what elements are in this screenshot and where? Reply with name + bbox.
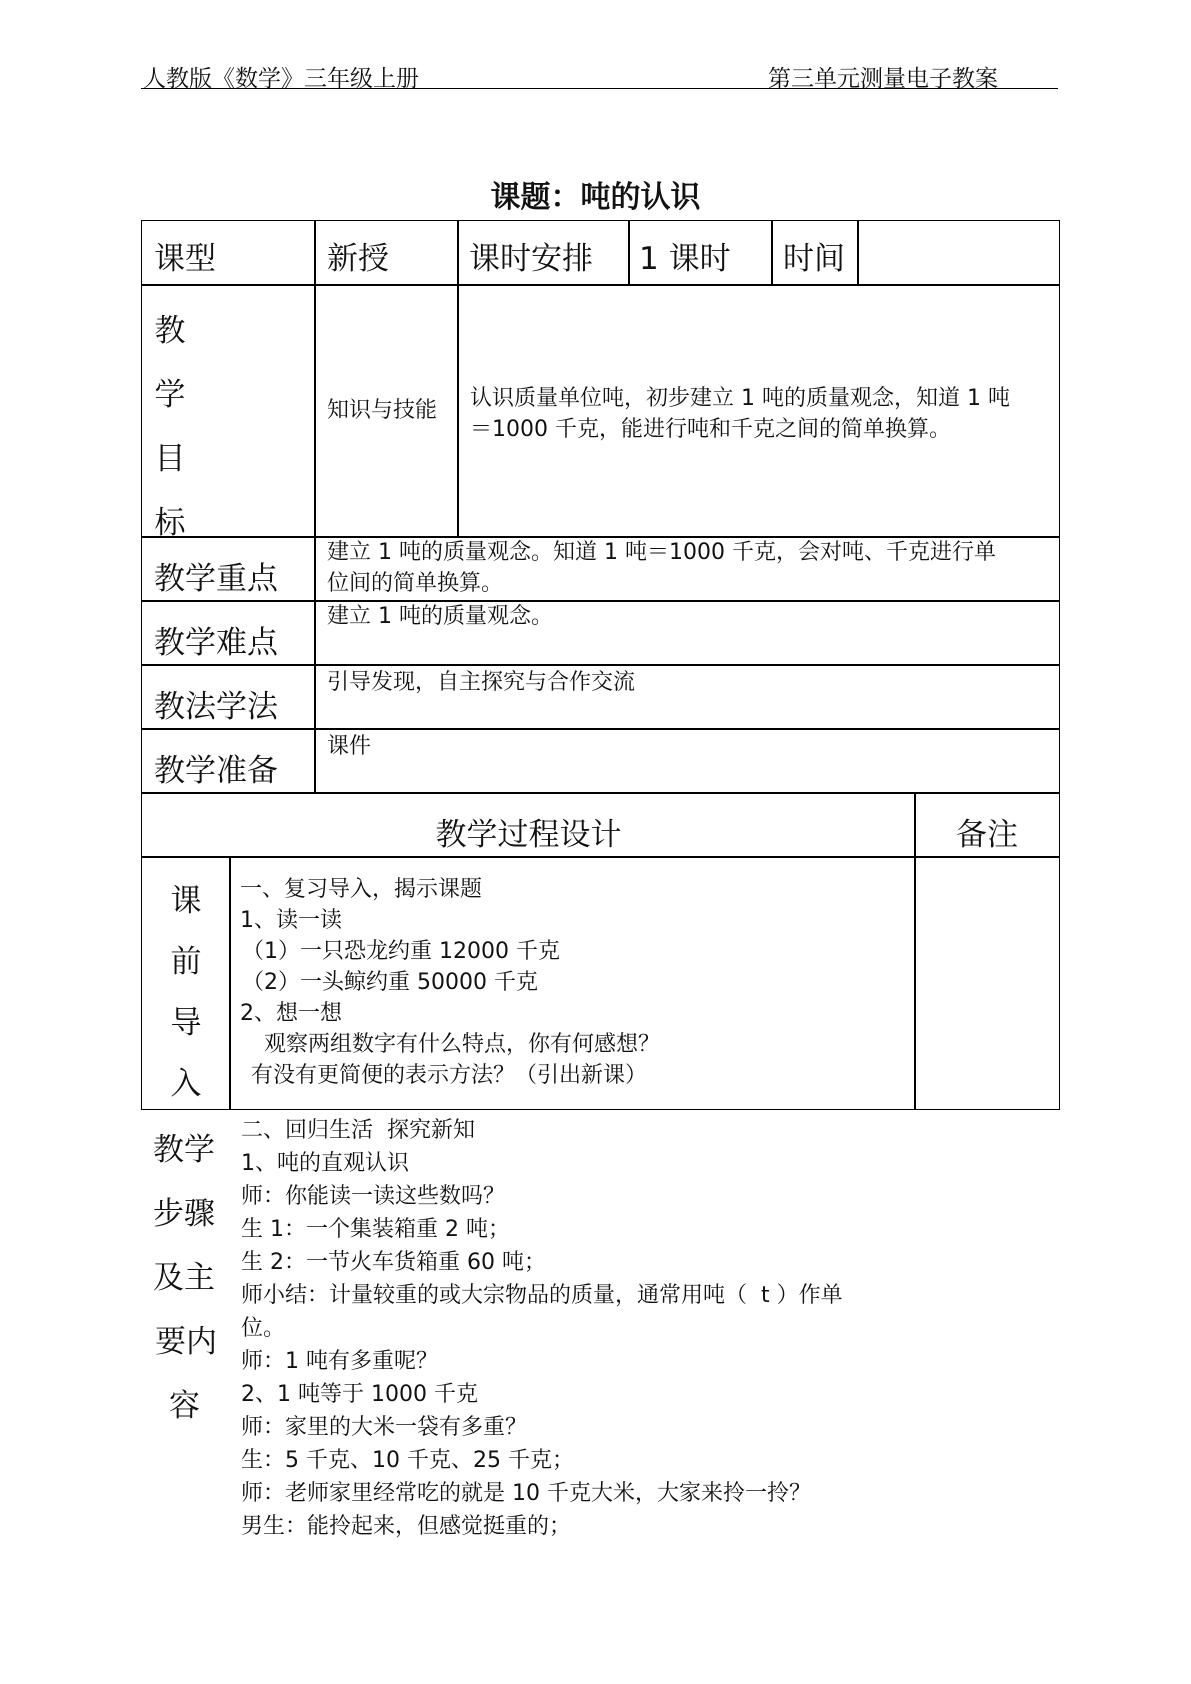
intro-label-char: 前 [170, 944, 202, 980]
cell-goals-label [141, 284, 316, 541]
method-label: 教法学法 [154, 689, 278, 725]
intro-label [166, 871, 206, 1115]
cell-intro-content [229, 856, 916, 1110]
goals-line: ＝1000 千克，能进行吨和千克之间的简单换算。 [470, 417, 951, 442]
cell-goals-content [457, 284, 1060, 538]
difficulty-text: 建立 1 吨的质量观念。 [327, 604, 553, 629]
cell-intro-label [141, 856, 231, 1110]
intro-line: 一、复习导入，揭示课题 [240, 877, 483, 902]
cell-notes-heading [914, 792, 1060, 858]
method-text: 引导发现，自主探究与合作交流 [327, 670, 636, 695]
type-value: 新授 [327, 241, 389, 277]
difficulty-label: 教学难点 [154, 625, 278, 661]
prep-text: 课件 [327, 734, 372, 759]
steps-label-line: 要内 [155, 1324, 217, 1360]
steps-line: 2、1 吨等于 1000 千克 [241, 1382, 478, 1407]
goals-label-char: 目 [154, 441, 186, 477]
intro-line: （2）一头鲸约重 50000 千克 [242, 970, 538, 995]
cell-type-value [314, 220, 459, 286]
intro-line: 观察两组数字有什么特点，你有何感想？ [250, 1032, 660, 1057]
cell-schedule-value [628, 220, 773, 286]
steps-line: 师：1 吨有多重呢？ [241, 1349, 438, 1374]
steps-line: 师：老师家里经常吃的就是 10 千克大米，大家来拎一拎？ [241, 1481, 811, 1506]
cell-method-content [314, 664, 1060, 730]
cell-time-value [857, 220, 1060, 286]
header-rule [141, 88, 1058, 89]
steps-label-line: 教学 [153, 1132, 215, 1168]
schedule-value: 1 课时 [639, 241, 731, 277]
steps-line: 生：5 千克、10 千克、25 千克； [241, 1448, 574, 1473]
prep-label: 教学准备 [154, 753, 278, 789]
cell-goals-sublabel [314, 284, 459, 538]
type-label: 课型 [154, 241, 216, 277]
steps-label-line: 步骤 [153, 1196, 215, 1232]
keypoints-label: 教学重点 [154, 561, 278, 597]
intro-label-char: 导 [170, 1005, 202, 1041]
steps-label-line: 容 [169, 1388, 200, 1424]
process-heading: 教学过程设计 [435, 817, 622, 853]
keypoints-line: 建立 1 吨的质量观念。知道 1 吨＝1000 千克，会对吨、千克进行单 [327, 540, 996, 565]
cell-schedule-label [457, 220, 630, 286]
cell-keypoints-label [141, 536, 316, 602]
steps-line: 师小结：计量较重的或大宗物品的质量，通常用吨（ t ）作单 [241, 1283, 843, 1308]
header-right: 第三单元测量电子教案 [768, 66, 998, 92]
goals-label-char: 标 [154, 505, 186, 541]
steps-line: 生 2：一节火车货箱重 60 吨； [241, 1250, 546, 1275]
intro-line: 1、读一读 [240, 908, 342, 933]
cell-keypoints-content [314, 536, 1060, 602]
steps-line: 师：你能读一读这些数吗？ [241, 1184, 506, 1209]
cell-time-label [771, 220, 859, 286]
time-label: 时间 [783, 241, 845, 277]
cell-process-heading [141, 792, 916, 858]
intro-line: 2、想一想 [240, 1001, 342, 1026]
cell-prep-label [141, 728, 316, 794]
goals-label [150, 299, 190, 555]
header-left: 人教版《数学》三年级上册 [143, 66, 419, 92]
cell-intro-notes [914, 856, 1060, 1110]
steps-line: 位。 [241, 1316, 286, 1341]
steps-line: 男生：能拎起来，但感觉挺重的； [241, 1514, 572, 1539]
cell-method-label [141, 664, 316, 730]
steps-line: 师：家里的大米一袋有多重？ [241, 1415, 528, 1440]
steps-line: 生 1：一个集装箱重 2 吨； [241, 1217, 510, 1242]
schedule-label: 课时安排 [469, 241, 593, 277]
cell-type-label [141, 220, 316, 286]
cell-difficulty-label [141, 600, 316, 666]
goals-label-char: 学 [154, 377, 186, 413]
cell-prep-content [314, 728, 1060, 794]
intro-line: （1）一只恐龙约重 12000 千克 [242, 939, 560, 964]
page-title: 课题：吨的认识 [490, 180, 701, 215]
intro-label-char: 课 [170, 883, 202, 919]
intro-line: 有没有更简便的表示方法？（引出新课） [244, 1063, 647, 1088]
steps-label-line: 及主 [153, 1260, 215, 1296]
notes-heading: 备注 [956, 817, 1018, 853]
cell-difficulty-content [314, 600, 1060, 666]
intro-label-char: 入 [170, 1066, 202, 1102]
steps-line: 1、吨的直观认识 [241, 1151, 409, 1176]
steps-label [153, 1118, 217, 1438]
steps-line: 二、回归生活 探究新知 [241, 1118, 475, 1143]
goals-sublabel: 知识与技能 [327, 398, 438, 423]
keypoints-line: 位间的简单换算。 [327, 571, 504, 596]
goals-line: 认识质量单位吨，初步建立 1 吨的质量观念，知道 1 吨 [470, 386, 1010, 411]
goals-label-char: 教 [154, 313, 186, 349]
